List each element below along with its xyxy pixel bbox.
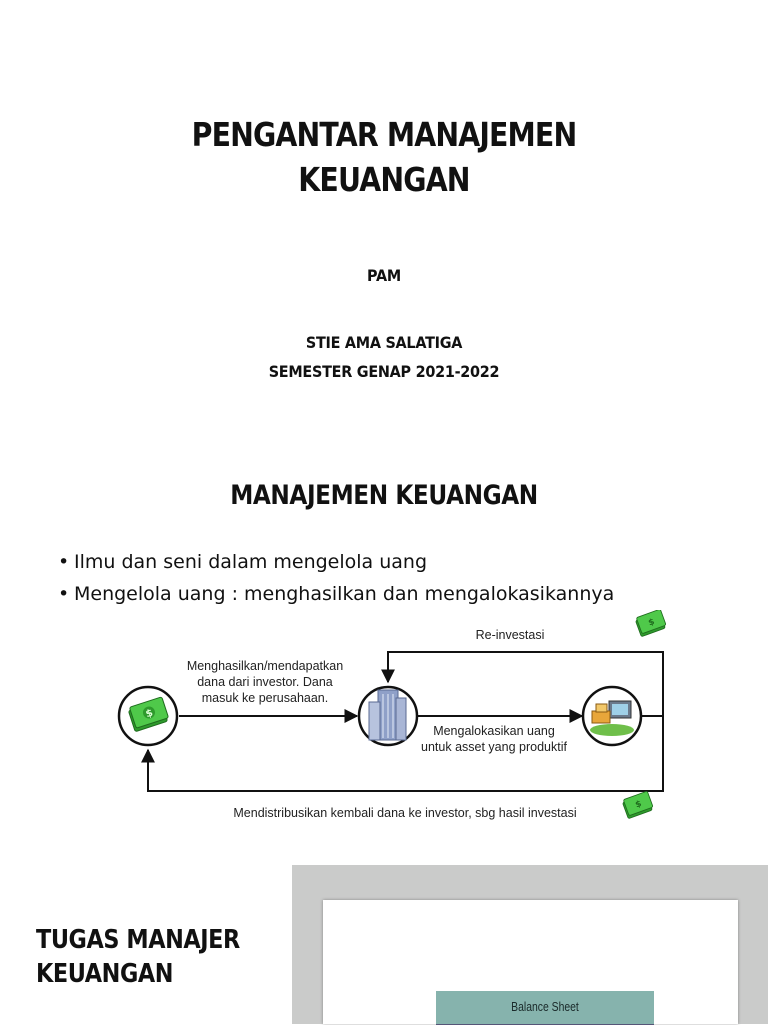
duties-heading-line-2: KEUANGAN	[36, 959, 174, 989]
bullet-text: Ilmu dan seni dalam mengelola uang	[74, 551, 428, 573]
flow-arrows	[0, 610, 768, 830]
svg-text:$: $	[634, 799, 644, 811]
duties-heading-line-1: TUGAS MANAJER	[36, 925, 240, 955]
bullet-item: • Mengelola uang : menghasilkan dan mengalokasikannya	[58, 583, 615, 605]
institution-name: STIE AMA SALATIGA	[305, 333, 463, 352]
reinvest-label: Re-investasi	[475, 628, 545, 642]
financial-management-slide	[0, 440, 768, 865]
section-heading: MANAJEMEN KEUANGAN	[230, 480, 538, 511]
money-icon	[635, 610, 667, 637]
allocate-label: Mengalokasikan uang untuk asset yang produktif	[421, 724, 567, 754]
svg-text:$: $	[647, 617, 657, 629]
balance-sheet-header	[436, 991, 654, 1025]
slide-title-line-2: KEUANGAN	[298, 160, 470, 199]
raise-funds-label: Menghasilkan/mendapatkan dana dari investor. Dana masuk ke perusahaan.	[186, 659, 344, 705]
bullet-list	[58, 546, 614, 610]
slide-title-line-1: PENGANTAR MANAJEMEN	[191, 115, 577, 154]
asset-icon	[590, 701, 634, 736]
bullet-text: Mengelola uang : menghasilkan dan mengalokasikannya	[74, 583, 615, 605]
money-icon	[622, 791, 654, 819]
duties-heading	[36, 923, 240, 991]
money-flow-diagram	[0, 610, 768, 830]
financial-manager-duties-slide	[0, 865, 768, 1024]
course-code: PAM	[367, 266, 401, 285]
balance-sheet-label: Balance Sheet	[511, 999, 579, 1014]
semester-label: SEMESTER GENAP 2021-2022	[268, 362, 500, 381]
distribute-label: Mendistribusikan kembali dana ke investor, sbg hasil investasi	[233, 806, 577, 820]
slide-title	[54, 112, 714, 202]
svg-text:$: $	[144, 707, 155, 721]
bullet-item: • Ilmu dan seni dalam mengelola uang	[58, 551, 428, 573]
title-slide	[0, 0, 768, 440]
